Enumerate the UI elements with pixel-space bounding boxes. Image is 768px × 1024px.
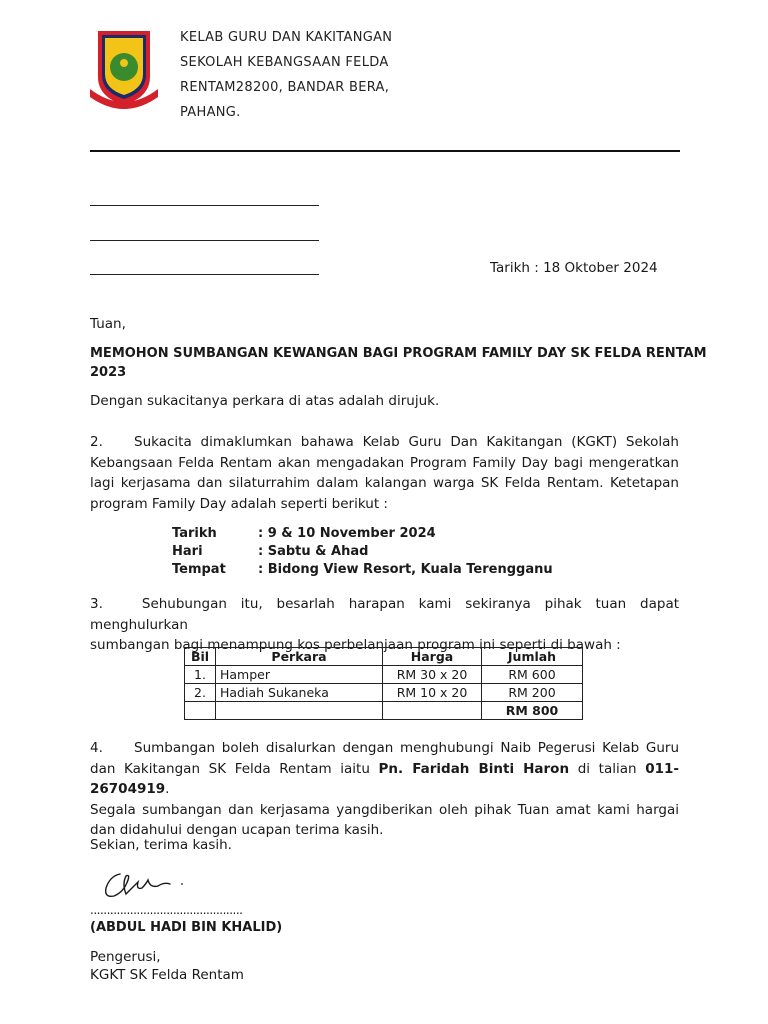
handwritten-signature: [98, 860, 193, 904]
para2-line-3: lagi kerjasama dan silaturrahim dalam kalangan warga SK Felda Rentam. Ketetapan: [90, 475, 679, 491]
signatory-title: Pengerusi,: [90, 949, 161, 965]
recipient-line-2: [90, 240, 319, 241]
subject-line-1: MEMOHON SUMBANGAN KEWANGAN BAGI PROGRAM FAMILY DAY SK FELDA RENTAM: [90, 346, 707, 361]
para2-line-4: program Family Day adalah seperti berikut :: [90, 495, 388, 512]
contact-phone: 011-26704919: [90, 760, 680, 797]
recipient-line-3: [90, 274, 319, 275]
contact-name: Pn. Faridah Binti Haron: [378, 760, 570, 777]
para3-number: 3.: [90, 596, 103, 612]
paragraph-2: [90, 432, 679, 514]
para4-line-2: dan Kakitangan SK Felda Rentam iaitu Pn. Faridah Binti Haron di talian 011-26704919.: [90, 760, 680, 797]
org-line-1: KELAB GURU DAN KAKITANGAN: [180, 30, 393, 45]
para4-number: 4.: [90, 740, 103, 756]
contribution-table: [184, 647, 583, 720]
detail-row-venue: Tempat : Bidong View Resort, Kuala Terengganu: [172, 562, 553, 577]
para2-number: 2.: [90, 434, 103, 450]
para2-line-1: 2. Sukacita dimaklumkan bahawa Kelab Guru Dan Kakitangan (KGKT) Sekolah: [90, 432, 679, 453]
table-total-row: [185, 702, 583, 720]
org-line-2: SEKOLAH KEBANGSAAN FELDA: [180, 55, 389, 70]
col-jumlah: Jumlah: [482, 648, 583, 666]
signatory-name: (ABDUL HADI BIN KHALID): [90, 920, 283, 935]
header-divider: [90, 150, 680, 152]
closing-text: Sekian, terima kasih.: [90, 837, 232, 853]
signatory-org: KGKT SK Felda Rentam: [90, 967, 244, 983]
salutation: Tuan,: [90, 316, 126, 332]
detail-row-day: Hari : Sabtu & Ahad: [172, 544, 369, 559]
table-header-row: [185, 648, 583, 666]
org-line-3: RENTAM28200, BANDAR BERA,: [180, 80, 390, 95]
recipient-line-1: [90, 205, 319, 206]
intro-text: Dengan sukacitanya perkara di atas adalah dirujuk.: [90, 393, 440, 409]
subject-heading: [90, 344, 707, 382]
detail-row-date: Tarikh : 9 & 10 November 2024: [172, 526, 436, 541]
para3-line-2: sumbangan bagi menampung kos perbelanjaan program ini seperti di bawah :: [90, 637, 621, 653]
para2-line-2: Kebangsaan Felda Rentam akan mengadakan Program Family Day bagi mengeratkan: [90, 454, 679, 471]
para4-line-4: dan didahului dengan ucapan terima kasih.: [90, 822, 384, 838]
signature-dots: ..............................................: [90, 903, 243, 917]
paragraph-4: [90, 738, 679, 841]
para3-line-1: 3. Sehubungan itu, besarlah harapan kami sekiranya pihak tuan dapat menghulurkan: [90, 596, 680, 633]
col-perkara: Perkara: [216, 648, 383, 666]
table-row: 2. Hadiah Sukaneka RM 10 x 20 RM 200: [185, 684, 583, 702]
col-harga: Harga: [383, 648, 482, 666]
school-crest-logo: [88, 25, 160, 117]
col-bil: Bil: [185, 648, 216, 666]
table-row: 1. Hamper RM 30 x 20 RM 600: [185, 666, 583, 684]
letter-date: Tarikh : 18 Oktober 2024: [490, 260, 658, 276]
details-block: [172, 526, 553, 580]
org-line-4: PAHANG.: [180, 105, 241, 120]
subject-line-2: 2023: [90, 365, 127, 380]
para4-line-3: Segala sumbangan dan kerjasama yangdiberikan oleh pihak Tuan amat kami hargai: [90, 801, 679, 818]
total-amount: RM 800: [482, 702, 583, 720]
para4-line-1: 4. Sumbangan boleh disalurkan dengan menghubungi Naib Pegerusi Kelab Guru: [90, 738, 679, 759]
